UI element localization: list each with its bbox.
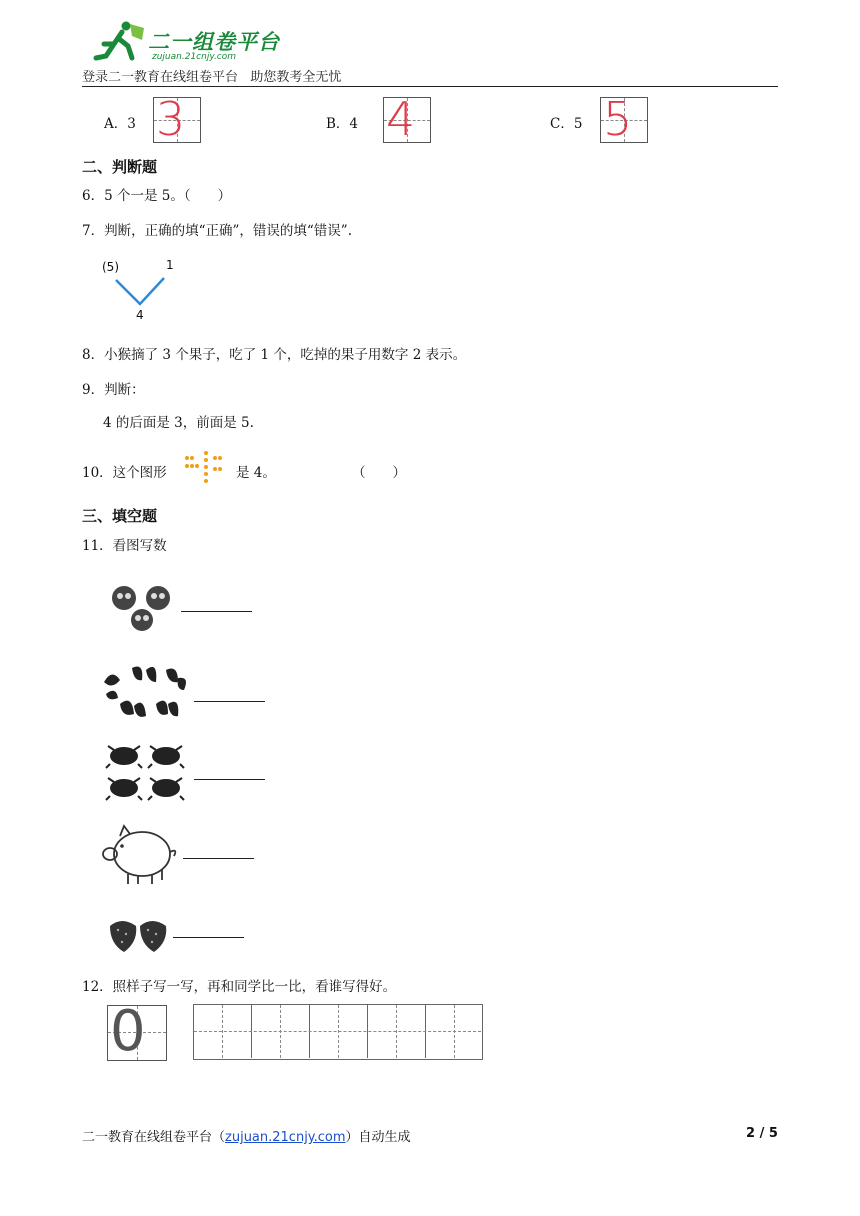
section-2-title: 二、判断题 — [82, 158, 158, 176]
flower-faces-image — [106, 582, 178, 634]
answer-blank-5[interactable] — [173, 937, 244, 938]
footer-text-post: ）自动生成 — [345, 1130, 411, 1145]
header-subtitle: 登录二一教育在线组卷平台 助您教考全无忧 — [82, 70, 342, 85]
runner-logo-icon — [92, 20, 148, 64]
logo — [92, 20, 282, 64]
answer-blank-2[interactable] — [194, 701, 265, 702]
sample-digit-0: 0 — [110, 999, 146, 1064]
header-divider — [82, 86, 778, 87]
option-b-label: B．4 — [326, 116, 359, 132]
question-7-figure — [100, 256, 180, 326]
sample-digit-grid — [107, 999, 167, 1064]
dot-pattern-figure — [182, 449, 226, 485]
footer-text-pre: 二一教育在线组卷平台（ — [82, 1130, 226, 1145]
logo-text: 二一组卷平台 — [148, 30, 280, 54]
question-10-suffix: 是 4。 — [236, 465, 276, 481]
option-c-digit-grid — [600, 92, 648, 146]
question-12: 12．照样子写一写，再和同学比一比，看谁写得好。 — [82, 979, 397, 995]
question-7: 7．判断，正确的填“正确”，错误的填“错误”. — [82, 223, 352, 239]
digit-5: 5 — [603, 92, 633, 146]
question-9: 9．判断： — [82, 382, 145, 398]
question-6: 6．5 个一是 5。（ ） — [82, 188, 232, 204]
answer-blank-4[interactable] — [183, 858, 254, 859]
footer-link[interactable]: zujuan.21cnjy.com — [225, 1130, 346, 1145]
question-9-statement: 4 的后面是 3，前面是 5. — [103, 415, 254, 431]
answer-blank-3[interactable] — [194, 779, 265, 780]
footer-source — [82, 1126, 411, 1145]
strawberries-image — [106, 912, 172, 956]
crabs-image — [104, 740, 188, 804]
option-b-digit-grid — [383, 92, 431, 146]
question-10-prefix: 10．这个图形 — [82, 465, 167, 481]
option-a-digit-grid — [153, 92, 201, 146]
digit-3: 3 — [156, 92, 186, 146]
option-a-label: A．3 — [104, 116, 136, 132]
question-11: 11．看图写数 — [82, 538, 167, 554]
page-number: 2 / 5 — [746, 1126, 778, 1141]
option-c-label: C．5 — [550, 116, 583, 132]
writing-grid[interactable] — [193, 1004, 483, 1060]
fig-label-top-left: (5) — [102, 260, 119, 274]
section-3-title: 三、填空题 — [82, 507, 158, 525]
question-8: 8．小猴摘了 3 个果子，吃了 1 个，吃掉的果子用数字 2 表示。 — [82, 347, 467, 363]
question-10-answer-paren: （ ） — [352, 465, 406, 481]
answer-blank-1[interactable] — [181, 611, 252, 612]
fig-label-top-right: 1 — [166, 258, 174, 272]
butterflies-image — [98, 660, 194, 724]
fig-label-bottom: 4 — [136, 308, 144, 322]
pig-image — [100, 822, 180, 886]
digit-4: 4 — [386, 92, 416, 146]
logo-subtext: zujuan.21cnjy.com — [152, 52, 237, 62]
